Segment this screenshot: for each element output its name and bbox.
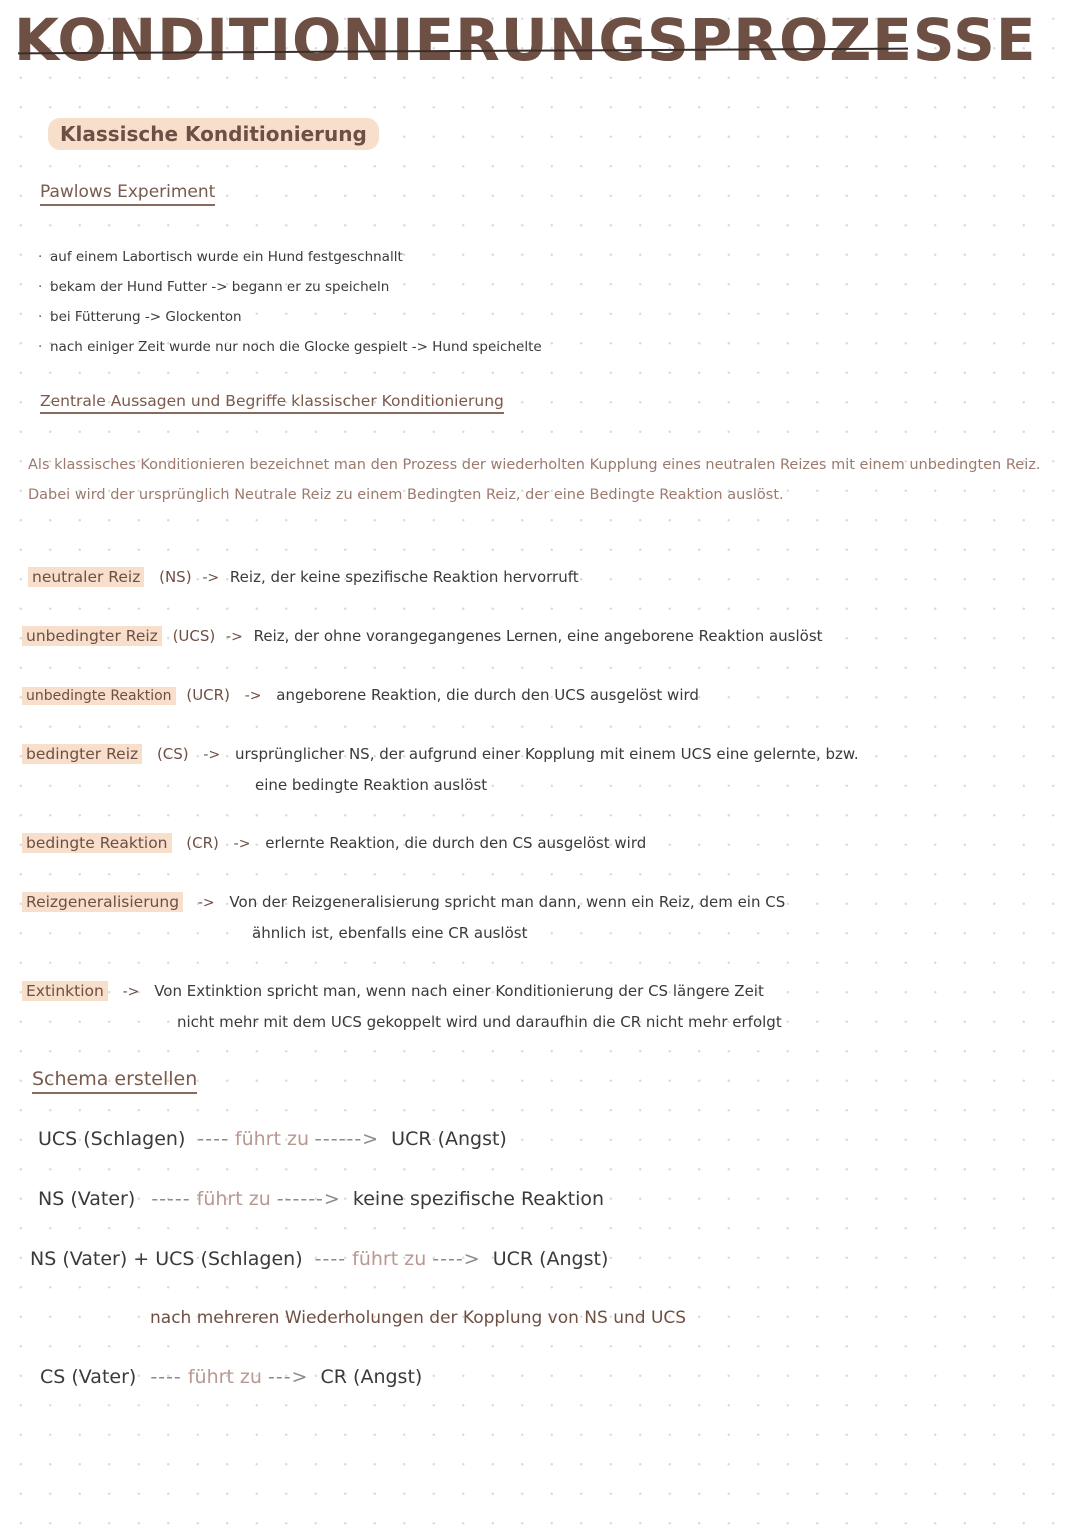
page-title: KONDITIONIERUNGSPROZESSE [14,6,1037,74]
schema-right: UCR (Angst) [391,1128,507,1150]
term-definition: ursprünglicher NS, der aufgrund einer Kopplung mit einem UCS eine gelernte, bzw. [235,745,859,763]
term-label: neutraler Reiz [28,567,144,587]
list-item: · nach einiger Zeit wurde nur noch die Glocke gespielt -> Hund speichelte [38,332,542,362]
arrow-icon: -> [202,570,220,586]
section-heading-pawlow: Pawlows Experiment [40,182,215,206]
term-definition: Reiz, der ohne vorangegangenes Lernen, eine angeborene Reaktion auslöst [253,627,823,645]
term-label: unbedingte Reaktion [22,687,176,705]
definition-paragraph: Als klassisches Konditionieren bezeichnet man den Prozess der wiederholten Kupplung eines neutralen Reizes mit einem unbedingten Reiz. Dabei wird der ursprünglich Neutrale Reiz zu einem Bedingten Reiz, der eine Bedingte Reaktion auslöst. [28,457,1041,503]
section-heading-schema: Schema erstellen [32,1068,197,1094]
list-item: · bekam der Hund Futter -> begann er zu speicheln [38,272,542,302]
term-abbr: (NS) [159,568,192,586]
list-item: · bei Fütterung -> Glockenton [38,302,542,332]
arrow-icon: -> [233,836,251,852]
term-row-cs [22,745,859,763]
dash-arrow: ------> [315,1128,380,1150]
term-label: bedingter Reiz [22,744,142,764]
arrow-icon: -> [203,747,221,763]
term-label: Extinktion [22,981,108,1001]
dash-arrow: ------> [276,1188,341,1210]
term-abbr: (CR) [186,834,219,852]
dash-arrow: ----> [432,1248,481,1270]
schema-left: NS (Vater) [38,1188,136,1210]
term-abbr: (UCR) [186,686,230,704]
arrow-icon: -> [197,895,215,911]
term-row-ucs [22,627,823,645]
term-definition: Von Extinktion spricht man, wenn nach einer Konditionierung der CS längere Zeit [154,982,764,1000]
arrow-icon: -> [226,629,243,645]
term-row-ucr [22,686,699,704]
arrow-icon: -> [244,688,262,704]
schema-left: CS (Vater) [40,1366,137,1388]
main-heading: Klassische Konditionierung [48,118,379,150]
schema-leads-to: führt zu [196,1188,271,1210]
term-definition-continued: eine bedingte Reaktion auslöst [255,776,488,794]
schema-row-final [40,1366,422,1388]
arrow-icon: -> [122,984,140,1000]
schema-note: nach mehreren Wiederholungen der Kopplung von NS und UCS [150,1308,687,1328]
term-definition: erlernte Reaktion, die durch den CS ausgelöst wird [265,834,647,852]
schema-leads-to: führt zu [352,1248,427,1270]
term-row-ns [28,568,579,586]
schema-left: UCS (Schlagen) [38,1128,186,1150]
schema-leads-to: führt zu [234,1128,309,1150]
list-item: · auf einem Labortisch wurde ein Hund festgeschnallt [38,242,542,272]
dash-arrow: ---- [197,1128,229,1150]
dash-arrow: ----- [151,1188,191,1210]
schema-left: NS (Vater) + UCS (Schlagen) [30,1248,303,1270]
term-label: bedingte Reaktion [22,833,172,853]
section-heading-zentrale-aussagen: Zentrale Aussagen und Begriffe klassischer Konditionierung [40,392,504,414]
schema-right: keine spezifische Reaktion [352,1188,605,1210]
dash-arrow: ---- [314,1248,347,1270]
term-definition: angeborene Reaktion, die durch den UCS ausgelöst wird [276,686,699,704]
schema-row [38,1128,507,1150]
schema-leads-to: führt zu [187,1366,262,1388]
term-row-extinktion [22,982,764,1000]
schema-right: UCR (Angst) [492,1248,609,1270]
schema-row [30,1248,608,1270]
term-row-reizgeneralisierung [22,893,785,911]
term-abbr: (CS) [156,745,189,763]
schema-right: CR (Angst) [320,1366,423,1388]
term-definition: Von der Reizgeneralisierung spricht man dann, wenn ein Reiz, dem ein CS [229,893,786,911]
term-definition-continued: nicht mehr mit dem UCS gekoppelt wird und daraufhin die CR nicht mehr erfolgt [177,1013,782,1031]
term-label: Reizgeneralisierung [22,892,183,912]
term-definition-continued: ähnlich ist, ebenfalls eine CR auslöst [252,924,528,942]
experiment-bullet-list [38,242,542,362]
dash-arrow: ---> [267,1366,309,1388]
term-row-cr [22,834,646,852]
term-abbr: (UCS) [172,627,216,645]
schema-row [38,1188,604,1210]
term-label: unbedingter Reiz [22,626,162,646]
dash-arrow: ---- [150,1366,182,1388]
term-definition: Reiz, der keine spezifische Reaktion hervorruft [229,568,579,586]
